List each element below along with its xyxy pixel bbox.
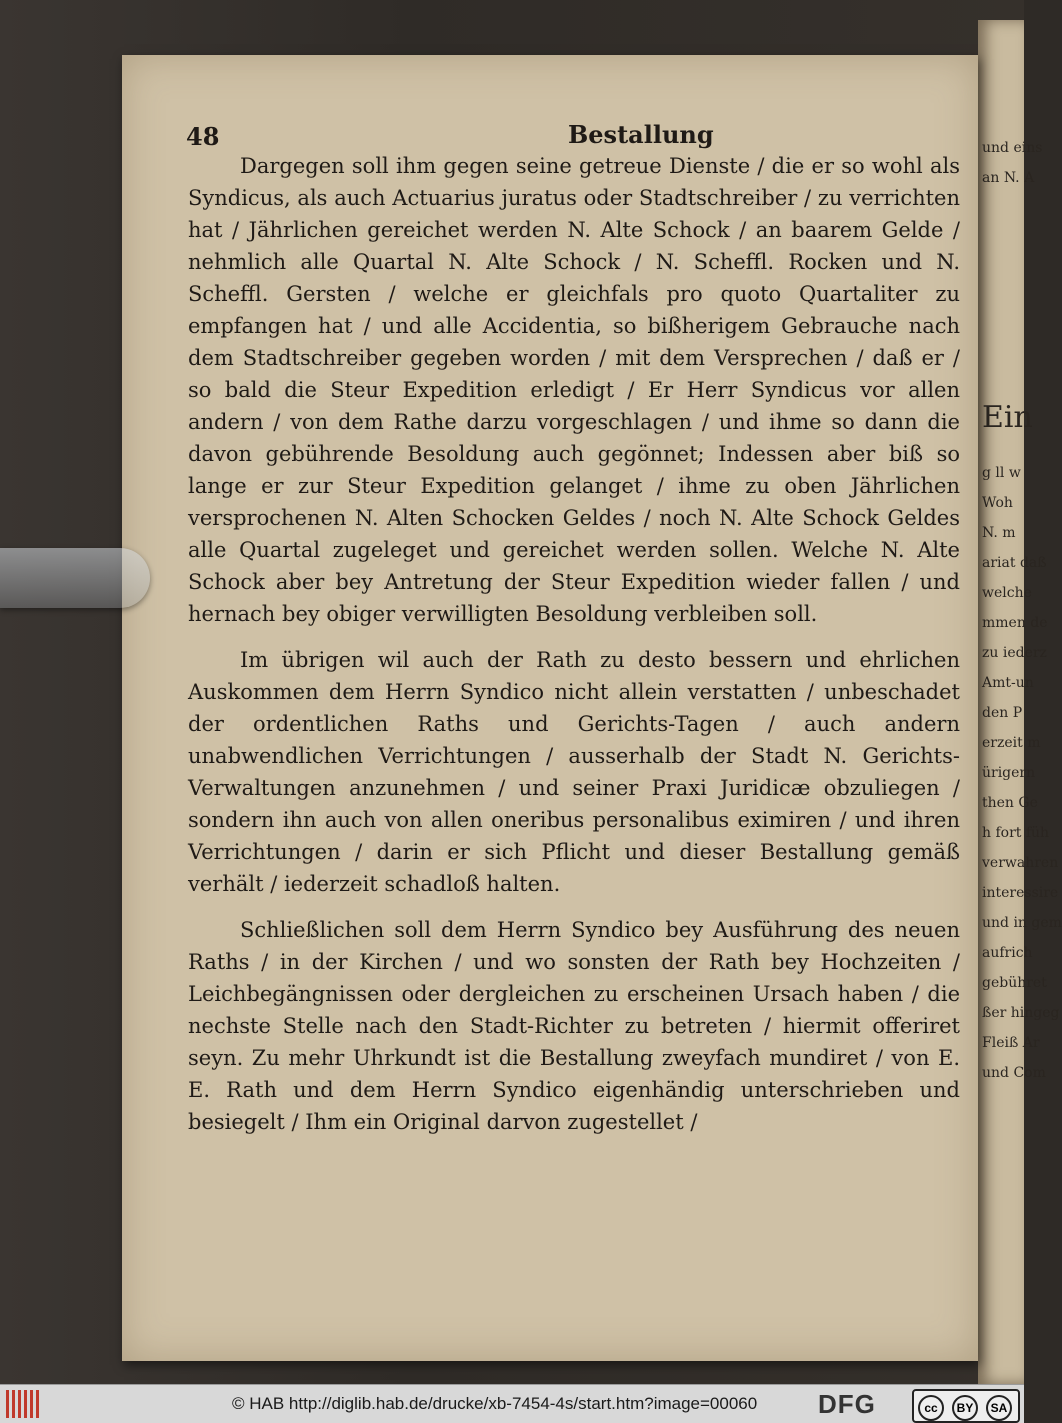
facing-page-fragment: ßer hingeg [982, 1005, 1060, 1021]
running-title: Bestallung [568, 120, 714, 149]
copyright-link[interactable]: © HAB http://diglib.hab.de/drucke/xb-7454-4s/start.htm?image=00060 [232, 1394, 758, 1413]
facing-page-fragment: Woh [982, 495, 1013, 511]
facing-page-fragment: ariat daß [982, 555, 1047, 571]
facing-page-fragment: und eins [982, 140, 1043, 156]
facing-page-fragment: g ll w [982, 465, 1021, 481]
paragraph-privileges: Im übrigen wil auch der Rath zu desto bessern und ehrlichen Auskommen dem Herrn Syndico nicht allein verstatten / unbeschadet der ordentlichen Raths und Gerichts-Tagen / auch andern unabwendlichen Verrichtungen / ausserhalb der Stadt N. Gerichts-Verwaltungen anzunehmen / und seiner Praxi Juridicæ obzuliegen / sondern ihn auch von allen oneribus personalibus eximiren / und ihren Verrichtungen / darin er sich Pflicht und dieser Bestallung gemäß verhält / iederzeit schadloß halten. [188, 648, 960, 896]
facing-page-fragment: den P [982, 705, 1023, 721]
facing-page-fragment: then Ge [982, 795, 1038, 811]
page-number: 48 [186, 122, 220, 151]
hab-logo-icon [6, 1390, 42, 1418]
facing-page-fragment: zu iederz [982, 645, 1047, 661]
facing-page-fragment: und Com [982, 1065, 1046, 1081]
facing-page-fragment: aufrich [982, 945, 1033, 961]
facing-page-fragment: interessire [982, 885, 1059, 901]
paragraph-salary: Dargegen soll ihm gegen seine getreue Dienste / die er so wohl als Syndicus, als auch Actuarius juratus oder Stadtschreiber / zu verrichten hat / Jährlichen gereichet werden N. Alte Schock / an baarem Gelde / nehmlich alle Quartal N. Alte Schock / N. Scheffl. Rocken und N. Scheffl. Gersten / welche er gleichfals pro quoto Quartaliter zu empfangen hat / und alle Accidentia, so bißherigem Gebrauche nach dem Stadtschreiber gegeben worden / mit dem Versprechen / daß er / so bald die Steur Expedition erledigt / Er Herr Syndicus vor allen andern / von dem Rathe darzu vorgeschlagen / und ihme so dann die davon gebührende Besoldung auch gegönnet; Indessen aber biß so lange er zur Steur Expedition gelanget / ihme zu oben Jährlichen versprochenen N. Alten Schocken Geldes / noch N. Alte Schock Geldes alle Quartal zugeleget und gereichet werden sollen. Welche N. Alte Schock aber bey Antretung der Steur Expedition wieder fallen / und hernach bey obiger verwilligten Besoldung verbleiben soll. [188, 154, 960, 626]
dfg-logo: DFG [818, 1389, 876, 1419]
by-icon: BY [952, 1395, 978, 1421]
facing-page-fragment: an N. A [982, 170, 1035, 186]
facing-page-fragment: gebühret [982, 975, 1047, 991]
facing-page-fragment: mmen de [982, 615, 1048, 631]
cc-icon: cc [918, 1395, 944, 1421]
facing-page-fragment: h fort füh [982, 825, 1050, 841]
facing-page-fragment: Fleiß Ar [982, 1035, 1040, 1051]
page-clip [0, 548, 150, 608]
facing-page-fragment: ürigern [982, 765, 1036, 781]
facing-page-fragment: verwahren [982, 855, 1059, 871]
page-header [186, 120, 714, 152]
viewer-footer [0, 1384, 1024, 1423]
paragraph-conclusion: Schließlichen soll dem Herrn Syndico bey Ausführung des neuen Raths / in der Kirchen / und wo sonsten der Rath bey Hochzeiten / Leichbegängnissen oder dergleichen zu erscheinen Ursach haben / die nechste Stelle nach den Stadt-Richter zu betreten / hiermit offeriret seyn. Zu mehr Uhrkundt ist die Bestallung zweyfach mundiret / von E. E. Rath und dem Herrn Syndico eigenhändig unterschrieben und besiegelt / Ihm ein Original darvon zugestellet / [188, 918, 960, 1134]
facing-page-fragment: Ein [982, 400, 1033, 435]
body-text [188, 150, 960, 1138]
sa-icon: SA [986, 1395, 1012, 1421]
facing-page-fragment: Amt-un [982, 675, 1034, 691]
license-badge-icon[interactable] [912, 1389, 1020, 1423]
facing-page-fragment: und in gem [982, 915, 1062, 931]
facing-page-fragment: erzeit m [982, 735, 1041, 751]
facing-page-edge [978, 20, 1062, 1384]
facing-page-fragment: welche [982, 585, 1032, 601]
facing-page-fragment: N. m [982, 525, 1016, 541]
